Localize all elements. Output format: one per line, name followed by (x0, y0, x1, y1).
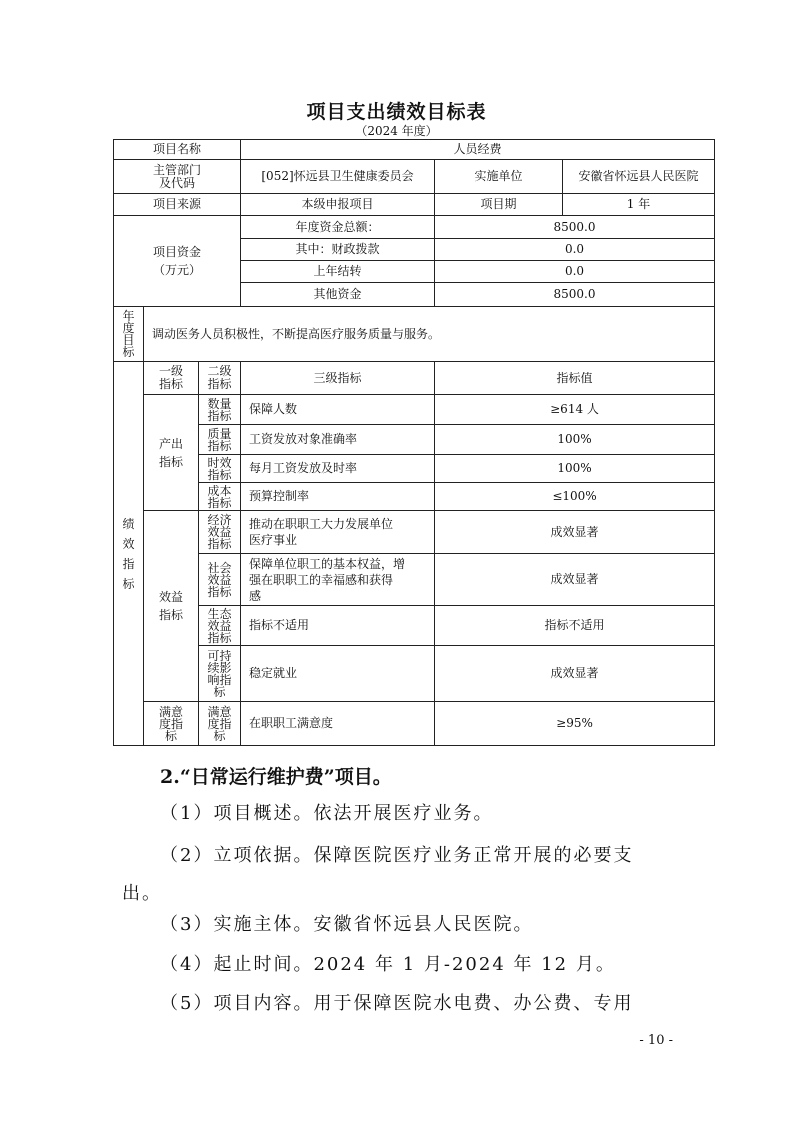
table-row-l3: 保障单位职工的基本权益，增 强在职职工的幸福感和获得 感 (241, 554, 435, 606)
table-row-l3: 稳定就业 (241, 646, 435, 702)
table-row-value: 成效显著 (435, 554, 715, 606)
header-value: 指标值 (435, 362, 715, 395)
period-label: 项目期 (435, 194, 563, 216)
funds-label: 项目资金 （万元） (114, 216, 241, 307)
header-l3: 三级指标 (241, 362, 435, 395)
table-row-l3: 在职职工满意度 (241, 702, 435, 746)
table-row-l2: 生态 效益 指标 (199, 606, 241, 646)
source-value: 本级申报项目 (241, 194, 435, 216)
table-row-l3: 预算控制率 (241, 483, 435, 511)
funds-total-value: 8500.0 (435, 216, 715, 239)
funds-fiscal-label: 其中：财政拨款 (241, 239, 435, 261)
output-indicator-label: 产出 指标 (144, 395, 199, 511)
paragraph-overview: （1）项目概述。依法开展医疗业务。 (160, 803, 494, 824)
section-heading: 2.“日常运行维护费”项目。 (160, 766, 392, 788)
table-row-l2: 可持 续影 响指 标 (199, 646, 241, 702)
funds-other-value: 8500.0 (435, 283, 715, 307)
funds-carryover-value: 0.0 (435, 261, 715, 283)
annual-goal-text: 调动医务人员积极性，不断提高医疗服务质量与服务。 (144, 307, 715, 362)
table-row-l3: 指标不适用 (241, 606, 435, 646)
table-row-l3: 工资发放对象准确率 (241, 425, 435, 455)
header-l1: 一级 指标 (144, 362, 199, 395)
paragraph-timeframe: （4）起止时间。2024 年 1 月-2024 年 12 月。 (160, 954, 616, 975)
page-number: - 10 - (639, 1033, 673, 1048)
table-row-value: ≥614 人 (435, 395, 715, 425)
table-row-value: 成效显著 (435, 646, 715, 702)
paragraph-basis-line2: 出。 (122, 883, 162, 904)
table-row-value: ≥95% (435, 702, 715, 746)
funds-fiscal-value: 0.0 (435, 239, 715, 261)
dept-value: [052]怀远县卫生健康委员会 (241, 160, 435, 194)
perf-indicator-label: 绩 效 指 标 (114, 362, 144, 746)
table-row-l2: 质量 指标 (199, 425, 241, 455)
satisfaction-indicator-label: 满意 度指 标 (144, 702, 199, 746)
header-l2: 二级 指标 (199, 362, 241, 395)
paragraph-content: （5）项目内容。用于保障医院水电费、办公费、专用 (160, 993, 634, 1014)
funds-other-label: 其他资金 (241, 283, 435, 307)
table-row-l3: 每月工资发放及时率 (241, 455, 435, 483)
funds-carryover-label: 上年结转 (241, 261, 435, 283)
table-row-value: 100% (435, 425, 715, 455)
impl-unit-value: 安徽省怀远县人民医院 (563, 160, 715, 194)
table-title: 项目支出绩效目标表 (306, 101, 487, 123)
paragraph-subject: （3）实施主体。安徽省怀远县人民医院。 (160, 914, 534, 935)
table-row-value: ≤100% (435, 483, 715, 511)
project-name-value: 人员经费 (241, 140, 715, 160)
table-subtitle: （2024 年度） (355, 124, 438, 138)
period-value: 1 年 (563, 194, 715, 216)
table-row-l2: 数量 指标 (199, 395, 241, 425)
funds-total-label: 年度资金总额： (241, 216, 435, 239)
table-row-value: 100% (435, 455, 715, 483)
table-row-l2: 时效 指标 (199, 455, 241, 483)
table-row-value: 指标不适用 (435, 606, 715, 646)
table-row-l2: 成本 指标 (199, 483, 241, 511)
source-label: 项目来源 (114, 194, 241, 216)
table-row-l2: 经济 效益 指标 (199, 511, 241, 554)
dept-label: 主管部门 及代码 (114, 160, 241, 194)
table-row-l3: 推动在职职工大力发展单位 医疗事业 (241, 511, 435, 554)
table-row-l2: 满意 度指 标 (199, 702, 241, 746)
project-name-label: 项目名称 (114, 140, 241, 160)
table-row-l2: 社会 效益 指标 (199, 554, 241, 606)
performance-target-table (113, 139, 715, 746)
impl-unit-label: 实施单位 (435, 160, 563, 194)
paragraph-basis-line1: （2）立项依据。保障医院医疗业务正常开展的必要支 (160, 845, 634, 866)
benefit-indicator-label: 效益 指标 (144, 511, 199, 702)
annual-goal-label: 年 度 目 标 (114, 307, 144, 362)
table-row-l3: 保障人数 (241, 395, 435, 425)
table-row-value: 成效显著 (435, 511, 715, 554)
